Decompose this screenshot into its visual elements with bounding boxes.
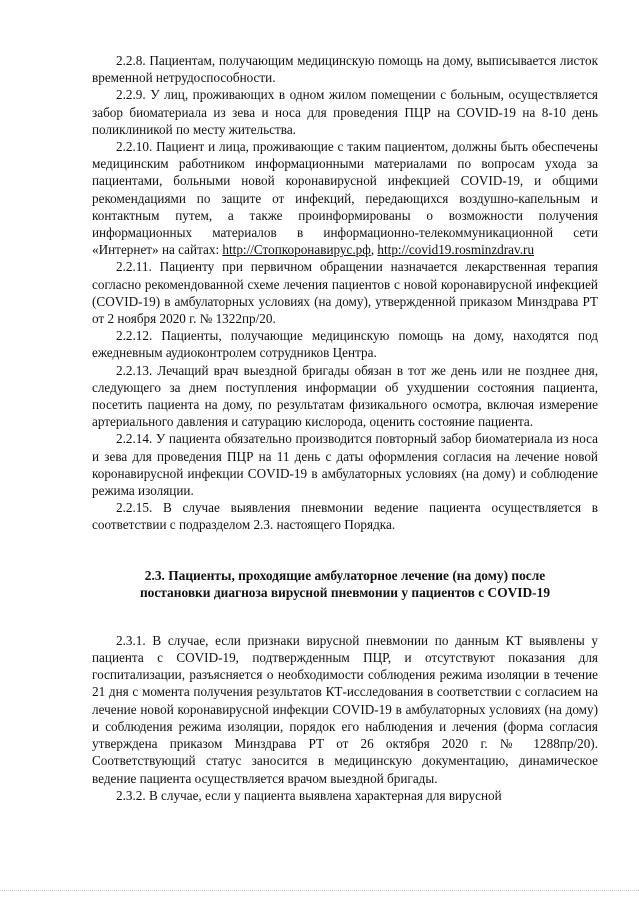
link-separator: , <box>370 242 378 258</box>
section-heading-line-1: 2.3. Пациенты, проходящие амбулаторное лечение (на дому) после <box>144 567 546 583</box>
link-covid19-rosminzdrav[interactable]: http://covid19.rosminzdrav.ru <box>377 242 535 258</box>
paragraph-2-2-8: 2.2.8. Пациентам, получающим медицинскую помощь на дому, выписывается листок временной нетрудоспособности. <box>92 53 598 86</box>
document-body <box>92 52 598 804</box>
paragraph-2-2-15: 2.2.15. В случае выявления пневмонии ведение пациента осуществляется в соответствии с подразделом 2.3. настоящего Порядка. <box>92 500 598 533</box>
section-spacer <box>92 602 598 632</box>
paragraph-2-2-12: 2.2.12. Пациенты, получающие медицинскую помощь на дому, находятся под ежедневным аудиоконтролем сотрудников Центра. <box>92 328 598 361</box>
paragraph-2-2-9: 2.2.9. У лиц, проживающих в одном жилом помещении с больным, осуществляется забор биоматериала из зева и носа для проведения ПЦР на COVID-19 на 8-10 день поликлиникой по месту жительства. <box>92 87 598 137</box>
paragraph-2-3-1: 2.3.1. В случае, если признаки вирусной пневмонии по данным КТ выявлены у пациента с COVID-19, подтвержденным ПЦР, и отсутствуют показания для госпитализации, разъясняется о необходимости соблюдения режима изоляции в течение 21 дня с момента получения результатов КТ-исследования в соответствии с согласием на лечение новой коронавирусной инфекции COVID-19 в амбулаторных условиях (на дому) и соблюдения режима изоляции, порядок его наблюдения и лечения (форма согласия утверждена приказом Минздрава РТ от 26 октября 2020 г. № 1288пр/20). Соответствующий статус заносится в медицинскую документацию, динамическое ведение пациента осуществляется врачом выездной бригады. <box>92 632 598 786</box>
paragraph-2-2-13: 2.2.13. Лечащий врач выездной бригады обязан в тот же день или не позднее дня, следующего за днем поступления информации об ухудшении состояния пациента, посетить пациента на дому, по результатам физикального осмотра, включая измерение артериального давления и сатурацию кислорода, оценить состояние пациента. <box>92 362 598 430</box>
paragraph-2-2-10-text: 2.2.10. Пациент и лица, проживающие с таким пациентом, должны быть обеспечены медицинским работником информационными материалами по вопросам ухода за пациентами, больными новой коронавирусной инфекцией COVID-19, и общими рекомендациями по защите от инфекций, передающихся воздушно-капельным и контактным путем, а также проинформированы о возможности получения информационных материалов в информационно-телекоммуникационной сети «Интернет» на сайтах: <box>92 139 598 258</box>
paragraph-2-2-10 <box>92 138 598 258</box>
paragraph-2-2-11: 2.2.11. Пациенту при первичном обращении назначается лекарственная терапия согласно рекомендованной схеме лечения пациентов с новой коронавирусной инфекцией (COVID-19) в амбулаторных условиях (на дому), утвержденной приказом Минздрава РТ от 2 ноября 2020 г. № 1322пр/20. <box>92 259 598 327</box>
paragraph-2-3-2: 2.3.2. В случае, если у пациента выявлена характерная для вирусной <box>116 787 502 803</box>
section-heading-line-2: постановки диагноза вирусной пневмонии у пациентов с COVID-19 <box>139 585 551 601</box>
link-stopkoronavirus[interactable]: http://Стопкоронавирус.рф <box>222 242 371 258</box>
scan-edge-divider <box>0 890 639 891</box>
section-heading-2-3 <box>92 567 598 602</box>
paragraph-2-2-14: 2.2.14. У пациента обязательно производится повторный забор биоматериала из носа и зева для проведения ПЦР на 11 день с даты оформления согласия на лечение новой коронавирусной инфекции COVID-19 в амбулаторных условиях (на дому) и соблюдение режима изоляции. <box>92 431 598 499</box>
